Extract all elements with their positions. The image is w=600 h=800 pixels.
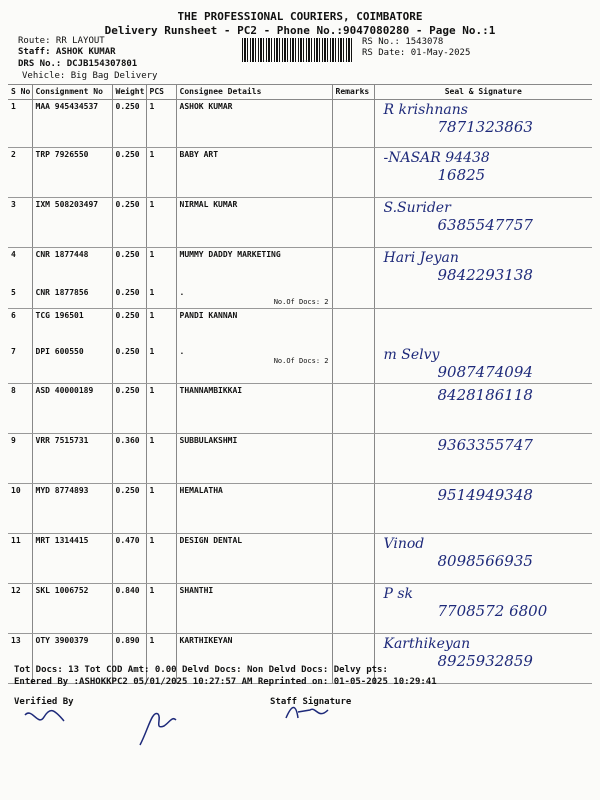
handwritten-phone: 16825 <box>437 166 486 184</box>
weight <box>112 148 146 198</box>
verifier-signature-2 <box>130 700 180 750</box>
sno <box>8 633 32 683</box>
consignment-no-text: VRR 7515731 <box>35 435 89 445</box>
consignment-no-text: MAA 945434537 <box>35 102 99 111</box>
handwritten-name: -NASAR 94438 <box>383 150 490 166</box>
rs-date: RS Date: 01-May-2025 <box>362 48 471 58</box>
seal-signature <box>374 433 592 483</box>
handwritten-name: P sk <box>383 585 414 602</box>
weight-text: 0.250 <box>115 485 140 495</box>
seal-signature <box>374 248 592 287</box>
handwritten-name: S.Surider <box>383 200 451 216</box>
pcs-text: 1 <box>149 435 155 445</box>
pcs-text: 1 <box>149 635 155 645</box>
sno <box>8 286 32 309</box>
runsheet-title: Delivery Runsheet - PC2 - Phone No.:9047080280 - Page No.:1 <box>104 24 496 37</box>
weight <box>112 248 146 287</box>
sno <box>8 483 32 533</box>
handwritten-phone: 7708572 6800 <box>437 601 548 620</box>
consignee-text: SHANTHI <box>179 585 214 595</box>
pcs <box>146 309 176 345</box>
company-title: THE PROFESSIONAL COURIERS, COIMBATORE <box>177 10 423 23</box>
consignee <box>176 309 332 345</box>
weight-text: 0.250 <box>115 102 140 111</box>
weight-text: 0.250 <box>115 200 140 209</box>
sno <box>8 345 32 384</box>
consignment-no <box>32 433 112 483</box>
weight-text: 0.250 <box>115 288 140 297</box>
weight <box>112 309 146 345</box>
seal-signature <box>374 309 592 345</box>
pcs <box>146 148 176 198</box>
consignment-no-text: CNR 1877856 <box>35 288 89 297</box>
consignee <box>176 345 332 384</box>
col-consignee: Consignee Details <box>176 85 332 100</box>
col-weight: Weight <box>112 85 146 100</box>
remarks <box>332 583 374 633</box>
sno-text: 10 <box>11 485 21 495</box>
drs-number: DRS No.: DCJB154307801 <box>18 59 138 69</box>
remarks <box>332 483 374 533</box>
weight-text: 0.890 <box>115 635 140 645</box>
pcs-text: 1 <box>149 200 155 209</box>
consignee-text: DESIGN DENTAL <box>179 535 243 545</box>
weight <box>112 633 146 683</box>
sno-text: 2 <box>11 150 16 159</box>
consignee <box>176 198 332 248</box>
staff-signature-label: Staff Signature <box>270 697 352 707</box>
remarks <box>332 633 374 683</box>
entered-by-line: Entered By :ASHOKKPC2 05/01/2025 10:27:57 AM Reprinted on: 01-05-2025 10:29:41 <box>14 677 437 687</box>
seal-signature <box>374 383 592 433</box>
remarks <box>332 383 374 433</box>
col-remarks: Remarks <box>332 85 374 100</box>
sno-text: 11 <box>11 535 21 545</box>
pcs <box>146 286 176 309</box>
consignee-text: PANDI KANNAN <box>179 311 238 320</box>
col-pcs: PCS <box>146 85 176 100</box>
pcs-text: 1 <box>149 102 155 111</box>
consignee <box>176 100 332 148</box>
consignee <box>176 483 332 533</box>
pcs-text: 1 <box>149 150 155 159</box>
sno-text: 9 <box>11 435 16 445</box>
consignee-text: MUMMY DADDY MARKETING <box>179 250 281 259</box>
pcs-text: 1 <box>149 311 155 320</box>
seal-signature <box>374 583 592 633</box>
pcs <box>146 383 176 433</box>
col-consignment: Consignment No <box>32 85 112 100</box>
table-row <box>8 198 592 248</box>
seal-signature <box>374 100 592 148</box>
weight-text: 0.250 <box>115 250 140 259</box>
sno <box>8 100 32 148</box>
sno-text: 12 <box>11 585 21 595</box>
handwritten-name: Vinod <box>383 535 425 552</box>
sno <box>8 309 32 345</box>
consignee <box>176 248 332 287</box>
weight-text: 0.250 <box>115 150 140 159</box>
rs-number: RS No.: 1543078 <box>362 37 444 47</box>
table-row <box>8 583 592 633</box>
table-row <box>8 309 592 345</box>
weight-text: 0.250 <box>115 346 140 356</box>
weight <box>112 483 146 533</box>
handwritten-phone: 8925932859 <box>437 651 533 670</box>
consignment-no <box>32 383 112 433</box>
remarks <box>332 198 374 248</box>
sno <box>8 433 32 483</box>
route: Route: RR LAYOUT <box>18 36 105 46</box>
handwritten-phone: 9842293138 <box>437 266 533 284</box>
consignment-no <box>32 248 112 287</box>
consignment-no-text: IXM 508203497 <box>35 200 99 209</box>
table-row <box>8 148 592 198</box>
consignment-no <box>32 309 112 345</box>
totals-line: Tot Docs: 13 Tot COD Amt: 0.00 Delvd Docs: Non Delvd Docs: Delvy pts: <box>14 665 388 675</box>
consignee <box>176 286 332 309</box>
table-row <box>8 633 592 683</box>
sno <box>8 383 32 433</box>
col-sno: S No <box>8 85 32 100</box>
consignment-no-text: SKL 1006752 <box>35 585 89 595</box>
pcs <box>146 583 176 633</box>
consignee <box>176 533 332 583</box>
remarks <box>332 309 374 345</box>
handwritten-phone: 6385547757 <box>437 216 533 234</box>
barcode <box>242 38 354 62</box>
pcs <box>146 633 176 683</box>
consignee-text: KARTHIKEYAN <box>179 635 233 645</box>
pcs <box>146 198 176 248</box>
table-row <box>8 533 592 583</box>
consignee <box>176 633 332 683</box>
seal-signature <box>374 345 592 384</box>
consignment-no <box>32 345 112 384</box>
vehicle: Vehicle: Big Bag Delivery <box>22 71 158 81</box>
table-row <box>8 345 592 384</box>
col-signature: Seal & Signature <box>374 85 592 100</box>
pcs-text: 1 <box>149 535 155 545</box>
consignment-no-text: MYD 8774893 <box>35 485 89 495</box>
sno-text: 1 <box>11 102 16 111</box>
sno-text: 8 <box>11 385 16 395</box>
sno <box>8 533 32 583</box>
handwritten-phone: 9514949348 <box>437 485 533 504</box>
weight <box>112 583 146 633</box>
consignee-text: ASHOK KUMAR <box>179 102 233 111</box>
consignee-text: SUBBULAKSHMI <box>179 435 238 445</box>
sno <box>8 583 32 633</box>
weight-text: 0.250 <box>115 385 140 395</box>
consignment-no <box>32 148 112 198</box>
consignment-no-text: MRT 1314415 <box>35 535 89 545</box>
table-row <box>8 286 592 309</box>
staff-signature <box>282 700 332 725</box>
table-header-row <box>8 85 592 100</box>
consignment-no <box>32 633 112 683</box>
remarks <box>332 248 374 287</box>
handwritten-name: Hari Jeyan <box>383 250 459 266</box>
weight-text: 0.250 <box>115 311 140 320</box>
weight <box>112 198 146 248</box>
pcs <box>146 533 176 583</box>
table-row <box>8 483 592 533</box>
weight <box>112 100 146 148</box>
seal-signature <box>374 533 592 583</box>
pcs <box>146 483 176 533</box>
seal-signature <box>374 148 592 198</box>
table-row <box>8 100 592 148</box>
runsheet-table <box>8 84 592 684</box>
seal-signature <box>374 633 592 683</box>
remarks <box>332 100 374 148</box>
pcs <box>146 433 176 483</box>
pcs-text: 1 <box>149 385 155 395</box>
pcs-text: 1 <box>149 346 155 356</box>
weight <box>112 383 146 433</box>
weight <box>112 286 146 309</box>
consignee <box>176 583 332 633</box>
handwritten-phone: 9087474094 <box>437 362 533 381</box>
sno-text: 5 <box>11 288 16 297</box>
weight-text: 0.360 <box>115 435 140 445</box>
handwritten-phone: 7871323863 <box>437 118 533 136</box>
docs-note: No.Of Docs: 2 <box>273 298 329 306</box>
consignment-no <box>32 583 112 633</box>
verified-by-label: Verified By <box>14 697 74 707</box>
consignee-text: NIRMAL KUMAR <box>179 200 238 209</box>
weight <box>112 533 146 583</box>
consignee <box>176 433 332 483</box>
consignment-no <box>32 533 112 583</box>
seal-signature <box>374 286 592 309</box>
consignee-text: . <box>179 346 185 356</box>
seal-signature <box>374 198 592 248</box>
table-row <box>8 383 592 433</box>
table-row <box>8 433 592 483</box>
remarks <box>332 345 374 384</box>
consignment-no <box>32 286 112 309</box>
consignment-no <box>32 100 112 148</box>
pcs <box>146 248 176 287</box>
consignment-no-text: TCG 196501 <box>35 311 84 320</box>
handwritten-name: R krishnans <box>383 102 468 118</box>
pcs <box>146 345 176 384</box>
table-row <box>8 248 592 287</box>
handwritten-phone: 8098566935 <box>437 551 533 570</box>
pcs-text: 1 <box>149 485 155 495</box>
weight-text: 0.470 <box>115 535 140 545</box>
remarks <box>332 533 374 583</box>
sno <box>8 248 32 287</box>
handwritten-phone: 9363355747 <box>437 435 533 454</box>
pcs <box>146 100 176 148</box>
consignee-text: HEMALATHA <box>179 485 223 495</box>
sno-text: 4 <box>11 250 16 259</box>
consignee-text: BABY ART <box>179 150 219 159</box>
staff: Staff: ASHOK KUMAR <box>18 47 116 57</box>
sno <box>8 198 32 248</box>
verifier-signature <box>20 705 70 730</box>
pcs-text: 1 <box>149 585 155 595</box>
weight <box>112 433 146 483</box>
remarks <box>332 148 374 198</box>
remarks <box>332 286 374 309</box>
consignment-no <box>32 483 112 533</box>
handwritten-name: Karthikeyan <box>383 635 471 652</box>
remarks <box>332 433 374 483</box>
handwritten-phone: 8428186118 <box>437 385 533 404</box>
pcs-text: 1 <box>149 288 155 297</box>
consignee-text: THANNAMBIKKAI <box>179 385 243 395</box>
sno-text: 7 <box>11 346 16 356</box>
handwritten-name: m Selvy <box>383 346 440 363</box>
pcs-text: 1 <box>149 250 155 259</box>
weight-text: 0.840 <box>115 585 140 595</box>
weight <box>112 345 146 384</box>
docs-note: No.Of Docs: 2 <box>273 356 329 365</box>
sno-text: 6 <box>11 311 16 320</box>
consignment-no <box>32 198 112 248</box>
consignee <box>176 148 332 198</box>
consignee <box>176 383 332 433</box>
sno-text: 13 <box>11 635 21 645</box>
consignment-no-text: CNR 1877448 <box>35 250 89 259</box>
consignment-no-text: OTY 3900379 <box>35 635 89 645</box>
consignee-text: . <box>179 288 185 297</box>
consignment-no-text: TRP 7926550 <box>35 150 89 159</box>
seal-signature <box>374 483 592 533</box>
sno-text: 3 <box>11 200 16 209</box>
consignment-no-text: DPI 600550 <box>35 346 84 356</box>
sno <box>8 148 32 198</box>
consignment-no-text: ASD 40000189 <box>35 385 94 395</box>
